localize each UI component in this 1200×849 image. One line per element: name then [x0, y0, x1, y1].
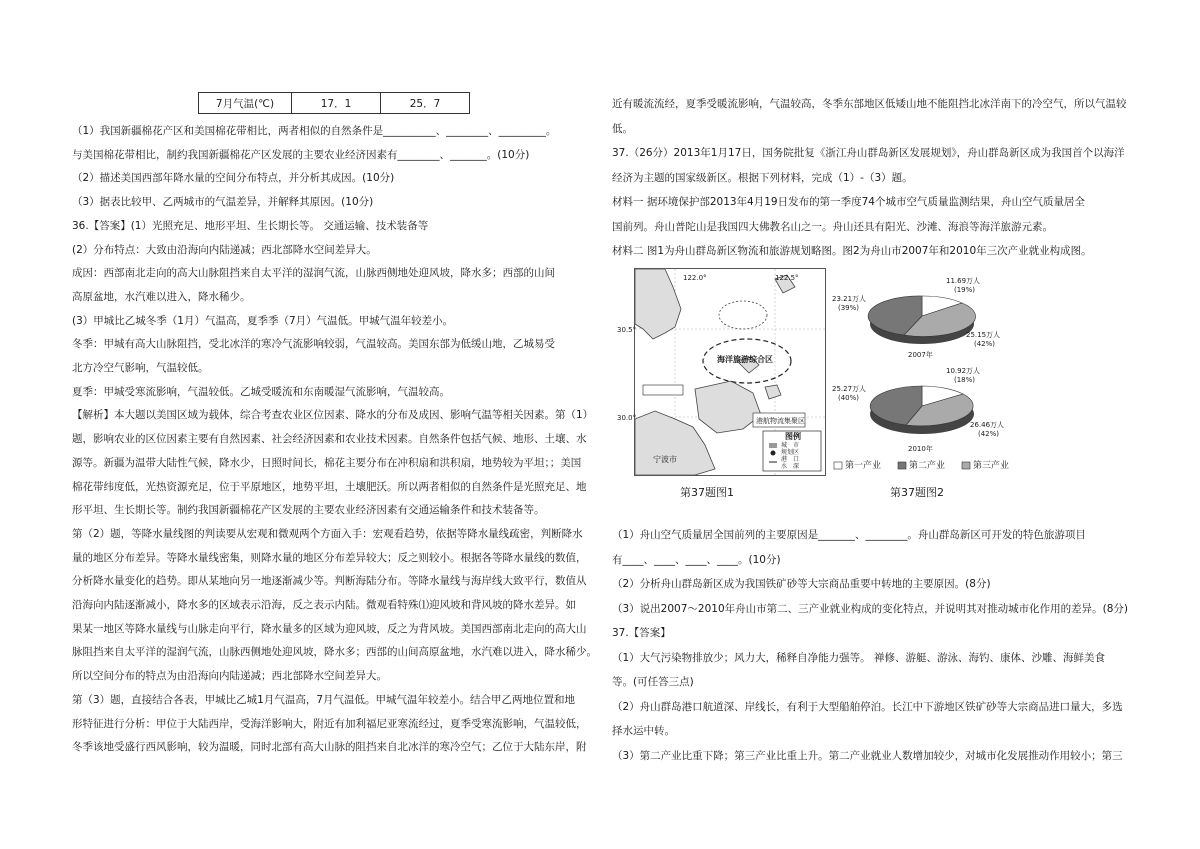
text-line: 有____、____、____、____。(10分) [612, 553, 781, 566]
text-line: 形平坦、生长期长等。制约我国新疆棉花产区发展的主要农业经济因素有交通运输条件和技术装备等。 [72, 504, 545, 517]
text-line: 与美国棉花带相比，制约我国新疆棉花产区发展的主要农业经济因素有________、_______。(10分) [72, 148, 530, 161]
text-line: （2）舟山群岛港口航道深、岸线长，有利于大型船舶停泊。长江中下游地区铁矿砂等大宗商品进口量大，多选 [612, 700, 1123, 713]
pie-2007-pct-tertiary: (42%) [974, 340, 996, 348]
text-line: 近有暖流流经，夏季受暖流影响，气温较高，冬季东部地区低矮山地不能阻挡北冰洋南下的冷空气，所以气温较 [612, 98, 1127, 110]
text-line: 脉阻挡来自太平洋的湿润气流，山脉西侧地处迎风坡，降水多；西部的山间高原盆地，水汽难以进入，降水稀少。 [72, 646, 597, 659]
text-line: 所以空间分布的特点为由沿海向内陆递减；西北部降水空间差异大。 [72, 670, 387, 683]
text-line: 材料二 图1为舟山群岛新区物流和旅游规划略图。图2为舟山市2007年和2010年三次产业就业构成图。 [612, 245, 1092, 257]
text-line: （2）分析舟山群岛新区成为我国铁矿砂等大宗商品重要中转地的主要原因。(8分) [612, 578, 991, 590]
text-line: （1）大气污染物排放少；风力大，稀释自净能力强等。 禅修、游艇、游泳、海钓、康体、沙雕、海鲜美食 [612, 651, 1106, 664]
map-legend-item: 规划区 [781, 449, 800, 456]
text-line: 果某一地区等降水量线与山脉走向平行，降水量多的区域为迎风坡，反之为背风坡。美国西部南北走向的高大山 [72, 622, 587, 635]
text-line: 题，影响农业的区位因素主要有自然因素、社会经济因素和农业技术因素。自然条件包括气候、地形、土壤、水 [72, 433, 587, 446]
text-line: 棉花带纬度低，光热资源充足，位于平原地区，地势平坦，土壤肥沃。所以两者相似的自然条件是光照充足、地 [72, 480, 587, 493]
table-cell-label: 7月气温(℃) [199, 93, 292, 114]
table-cell-value-1: 17．1 [292, 93, 381, 114]
text-line: 等。(可任答三点) [612, 676, 694, 688]
text-line: 低。 [612, 122, 633, 135]
temperature-table [198, 92, 470, 114]
text-line: 分析降水量变化的趋势。即从某地向另一地逐渐减少等。判断海陆分布。等降水量线与海岸线大致平行，数值从 [72, 575, 587, 588]
text-line: 37.【答案】 [612, 627, 671, 639]
text-line: （1）我国新疆棉花产区和美国棉花带相比，两者相似的自然条件是__________、________、_________。 [72, 125, 557, 137]
pie-2010-label-primary: 10.92万人 [946, 367, 981, 375]
map-legend-item: 水 深 [781, 463, 800, 470]
text-line: 北方冷空气影响，气温较低。 [72, 362, 209, 374]
text-line: 经济为主题的国家级新区。根据下列材料，完成（1）-（3）题。 [612, 171, 913, 184]
text-line: 冬季：甲城有高大山脉阻挡，受北冰洋的寒冷气流影响较弱，气温较高。美国东部为低缓山地，乙城易受 [72, 338, 555, 351]
figure-2-pies [826, 268, 1032, 478]
text-line: （3）第二产业比重下降；第三产业比重上升。第二产业就业人数增加较少，对城市化发展推动作用较小；第三 [612, 749, 1123, 762]
pie-2010-pct-tertiary: (42%) [978, 430, 1000, 438]
text-line: 沿海向内陆逐渐减小，降水多的区域表示沿海，反之表示内陆。微观看特殊⑴迎风坡和背风坡的降水差异。如 [72, 599, 576, 611]
pie-2007-pct-secondary: (39%) [838, 304, 860, 312]
text-line: 冬季该地受盛行西风影响，较为温暖，同时北部有高大山脉的阻挡来自北冰洋的寒冷空气；乙位于大陆东岸，附 [72, 741, 587, 754]
map-legend-item: 港 口 [781, 456, 800, 463]
pie-2010-label-tertiary: 26.46万人 [970, 421, 1005, 429]
pie-legend-tertiary: 第三产业 [973, 461, 1010, 471]
figure-1-map [617, 268, 826, 476]
text-line: 37.（26分）2013年1月17日，国务院批复《浙江舟山群岛新区发展规划》，舟山群岛新区成为我国首个以海洋 [612, 147, 1125, 159]
pie-legend-primary: 第一产业 [845, 461, 882, 471]
map-longitude-2: 122.5° [775, 274, 799, 282]
map-longitude-1: 122.0° [683, 274, 707, 282]
map-tourism-zone-label: 海洋旅游综合区 [717, 355, 773, 364]
text-line: 材料一 据环境保护部2013年4月19日发布的第一季度74个城市空气质量监测结果，舟山空气质量居全 [612, 196, 1085, 208]
text-line: 【解析】本大题以美国区域为载体，综合考查农业区位因素、降水的分布及成因、影响气温等相关因素。第（1） [72, 409, 594, 422]
text-line: （2）描述美国西部年降水量的空间分布特点，并分析其成因。(10分) [72, 172, 395, 185]
pie-2007-label-primary: 11.69万人 [946, 277, 981, 285]
table-cell-value-2: 25．7 [381, 93, 470, 114]
text-line: 源等。新疆为温带大陆性气候，降水少，日照时间长，棉花主要分布在冲积扇和洪积扇，地势较为平坦；；美国 [72, 456, 582, 469]
figure-2-caption: 第37题图2 [890, 486, 944, 499]
map-logistics-zone-label: 港航物流集聚区 [756, 417, 805, 425]
text-line: 成因：西部南北走向的高大山脉阻挡来自太平洋的湿润气流，山脉西侧地处迎风坡，降水多；西部的山间 [72, 267, 555, 280]
text-line: 第（2）题，等降水量线图的判读要从宏观和微观两个方面入手：宏观看趋势，依据等降水量线疏密，判断降水 [72, 527, 583, 540]
text-line: 高原盆地，水汽难以进入，降水稀少。 [72, 290, 251, 303]
text-line: 国前列。舟山普陀山是我国四大佛教名山之一。舟山还具有阳光、沙滩、海浪等海洋旅游元素。 [612, 220, 1053, 233]
text-line: （1）舟山空气质量居全国前列的主要原因是_______、________。舟山群岛新区可开发的特色旅游项目 [612, 529, 1086, 541]
text-line: 量的地区分布差异。等降水量线密集，则降水量的地区分布差异较大；反之则较小。根据各等降水量线的数值， [72, 551, 587, 564]
text-line: 择水运中转。 [612, 725, 675, 737]
text-line: 36.【答案】(1）光照充足、地形平坦、生长期长等。 交通运输、技术装备等 [72, 219, 429, 232]
pie-2010-pct-primary: (18%) [954, 376, 976, 384]
pie-legend-secondary: 第二产业 [909, 461, 946, 471]
pie-2010 [870, 386, 974, 434]
text-line: 形特征进行分析：甲位于大陆西岸，受海洋影响大，附近有加利福尼亚寒流经过，夏季受寒流影响，气温较低， [72, 717, 587, 730]
map-city-label: 宁波市 [653, 455, 677, 464]
pie-2007-label-secondary: 23.21万人 [832, 295, 867, 303]
pie-2007 [868, 296, 975, 344]
text-line: (3）甲城比乙城冬季（1月）气温高，夏季季（7月）气温低。甲城气温年较差小。 [72, 314, 454, 327]
table-row [199, 93, 470, 114]
pie-2010-label-secondary: 25.27万人 [832, 385, 867, 393]
pie-2007-pct-primary: (19%) [954, 286, 976, 294]
text-line: （3）说出2007～2010年舟山市第二、三产业就业构成的变化特点，并说明其对推动城市化作用的差异。(8分) [612, 602, 1128, 615]
pie-2010-pct-secondary: (40%) [838, 394, 860, 402]
figure-1-caption: 第37题图1 [680, 486, 734, 499]
text-line: 第（3）题，直接结合各表，甲城比乙城1月气温高，7月气温低。甲城气温年较差小。结合甲乙两地位置和地 [72, 693, 576, 706]
map-latitude-2: 30.0° [617, 414, 637, 422]
text-line: （3）据表比较甲、乙两城市的气温差异，并解释其原因。(10分) [72, 196, 374, 209]
text-line: 夏季：甲城受寒流影响，气温较低。乙城受暖流和东南暖湿气流影响，气温较高。 [72, 385, 450, 398]
pie-2010-year: 2010年 [908, 445, 933, 453]
map-legend-title: 图例 [785, 432, 801, 441]
text-line: (2）分布特点：大致由沿海向内陆递减；西北部降水空间差异大。 [72, 243, 377, 256]
pie-2007-year: 2007年 [908, 351, 933, 359]
map-legend-item: 城 市 [781, 442, 800, 449]
map-latitude-1: 30.5° [617, 326, 637, 334]
pie-2007-label-tertiary: 25.15万人 [966, 331, 1001, 339]
